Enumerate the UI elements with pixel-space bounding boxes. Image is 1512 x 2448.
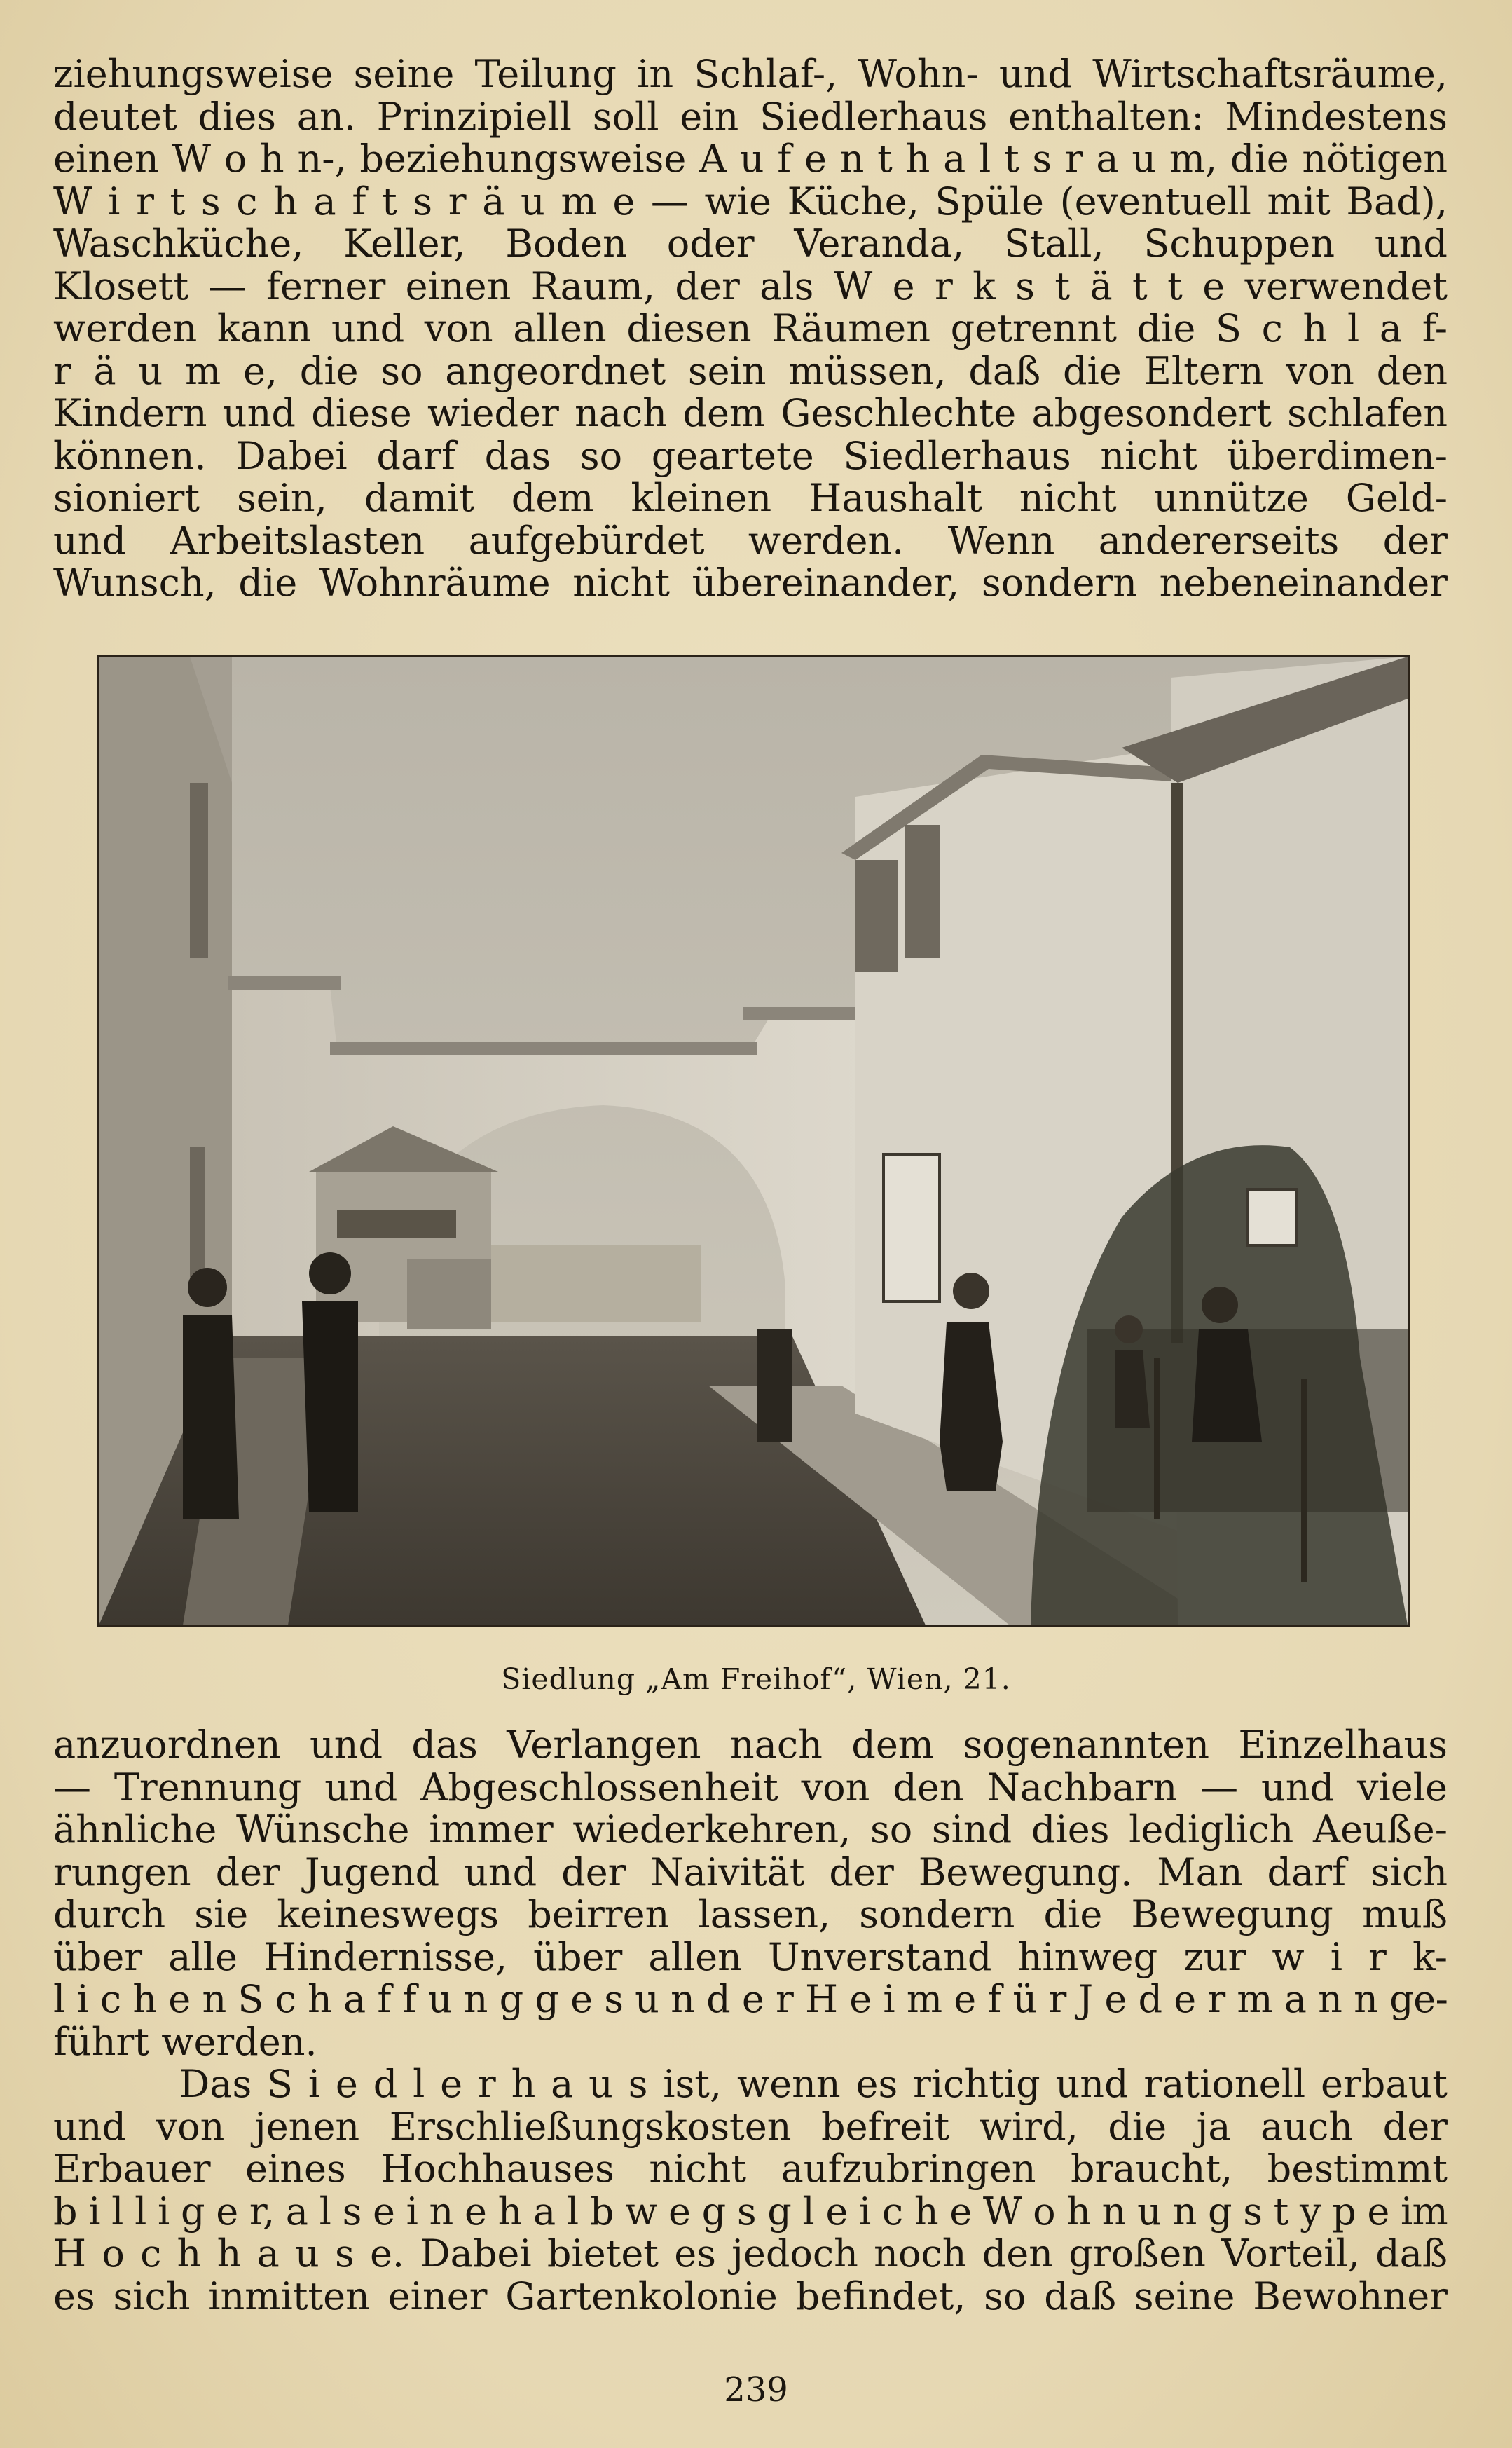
text-line: Kindern und diese wieder nach dem Geschlechte abgesondert schlafen: [53, 391, 1448, 435]
text-line: durch sie keineswegs beirren lassen, sondern die Bewegung muß: [53, 1892, 1448, 1936]
text-line: anzuordnen und das Verlangen nach dem sogenannten Einzelhaus: [53, 1723, 1448, 1767]
text-line: einen W o h n-, beziehungsweise A u f e n t h a l t s r a u m, die nötigen: [53, 137, 1448, 181]
text-line: über alle Hindernisse, über allen Unverstand hinweg zur w i r k-: [53, 1934, 1448, 1979]
text-line: l i c h e n S c h a f f u n g g e s u n d e r H e i m e f ü r J e d e r m a n n ge-: [53, 1977, 1448, 2021]
text-line: können. Dabei darf das so geartete Siedlerhaus nicht überdimen-: [53, 433, 1448, 478]
settlement-photograph: [97, 655, 1410, 1627]
text-line: sioniert sein, damit dem kleinen Haushalt nicht unnütze Geld-: [53, 476, 1448, 520]
text-line: H o c h h a u s e. Dabei bietet es jedoch noch den großen Vorteil, daß: [53, 2231, 1448, 2276]
photo-caption: Siedlung „Am Freihof“, Wien, 21.: [501, 1662, 1011, 1696]
text-line: deutet dies an. Prinzipiell soll ein Siedlerhaus enthalten: Mindestens: [53, 94, 1448, 139]
text-line: b i l l i g e r, a l s e i n e h a l b w e g s g l e i c h e W o h n u n g s t y p e im: [53, 2189, 1448, 2234]
text-line: ziehungsweise seine Teilung in Schlaf-, Wohn- und Wirtschaftsräume,: [53, 52, 1448, 96]
text-line: ähnliche Wünsche immer wiederkehren, so sind dies lediglich Aeuße-: [53, 1807, 1448, 1852]
paragraph-bottom: [53, 1724, 1448, 2318]
text-line: und von jenen Erschließungskosten befreit wird, die ja auch der: [53, 2104, 1448, 2149]
text-line: führt werden.: [53, 2019, 317, 2064]
text-line: W i r t s c h a f t s r ä u m e — wie Küche, Spüle (eventuell mit Bad),: [53, 179, 1448, 224]
text-line: Klosett — ferner einen Raum, der als W e r k s t ä t t e verwendet: [53, 264, 1448, 308]
text-line: — Trennung und Abgeschlossenheit von den Nachbarn — und viele: [53, 1765, 1448, 1810]
text-line: r ä u m e, die so angeordnet sein müssen, daß die Eltern von den: [53, 348, 1448, 393]
text-line: werden kann und von allen diesen Räumen getrennt die S c h l a f-: [53, 306, 1448, 350]
page-number: 239: [724, 2370, 788, 2409]
paragraph-top: [53, 53, 1448, 605]
text-line: rungen der Jugend und der Naivität der Bewegung. Man darf sich: [53, 1849, 1448, 1894]
text-line: Wunsch, die Wohnräume nicht übereinander, sondern nebeneinander: [53, 561, 1448, 605]
text-line: Das S i e d l e r h a u s ist, wenn es richtig und rationell erbaut: [179, 2062, 1448, 2106]
text-line: Erbauer eines Hochhauses nicht aufzubringen braucht, bestimmt: [53, 2147, 1448, 2191]
text-line: es sich inmitten einer Gartenkolonie befindet, so daß seine Bewohner: [53, 2273, 1448, 2318]
text-line: Waschküche, Keller, Boden oder Veranda, Stall, Schuppen und: [53, 221, 1448, 266]
photo-illustration: [99, 657, 1408, 1625]
text-line: und Arbeitslasten aufgebürdet werden. Wenn andererseits der: [53, 518, 1448, 563]
